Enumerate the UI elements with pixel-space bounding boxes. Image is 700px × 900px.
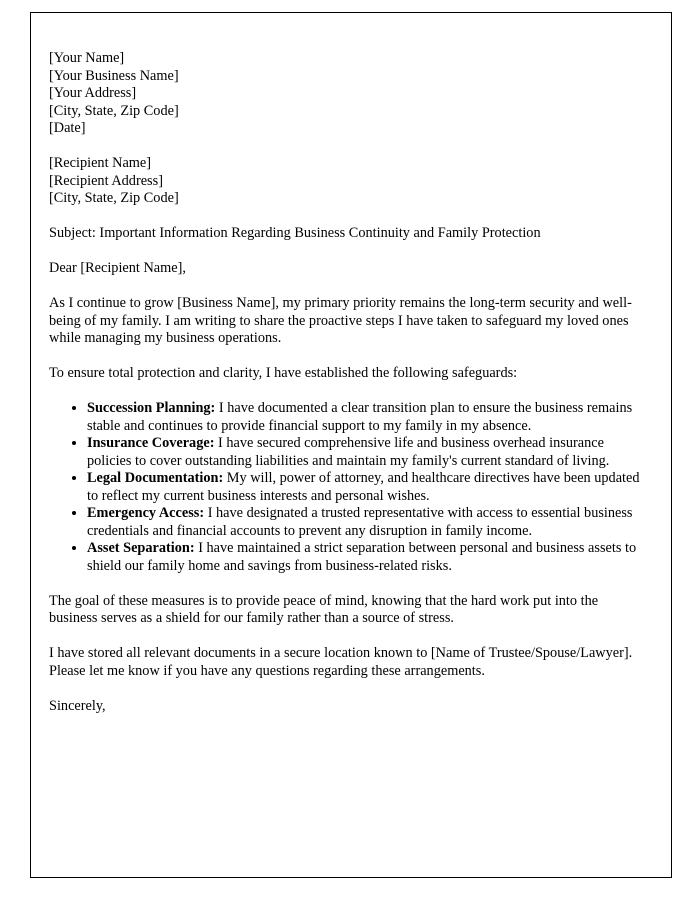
recipient-city-state-zip: [City, State, Zip Code]: [49, 190, 179, 206]
paragraph-lead-in: To ensure total protection and clarity, I have established the following safeguards:: [49, 365, 518, 381]
bullet-text: I have documented a clear transition plan to ensure the business remains stable and continues to provide financial support to my family in my absence.: [87, 400, 633, 434]
safeguards-list: [49, 400, 649, 575]
letter-date: [Date]: [49, 120, 86, 136]
sender-name: [Your Name]: [49, 50, 125, 66]
closing-signoff: Sincerely,: [49, 697, 106, 714]
bullet-label: Asset Separation:: [87, 540, 195, 556]
list-item: [87, 400, 649, 435]
sender-city-state-zip: [City, State, Zip Code]: [49, 102, 179, 119]
list-item: [87, 540, 649, 575]
bullet-label: Legal Documentation:: [87, 470, 224, 486]
paragraph-goal: The goal of these measures is to provide peace of mind, knowing that the hard work put into the business serves as a shield for our family rather than a source of stress.: [49, 592, 599, 626]
paragraph-intro: As I continue to grow [Business Name], my primary priority remains the long-term security and well-being of my family. I am writing to share the proactive steps I have taken to safeguard my loved ones while managing my business operations.: [49, 295, 632, 346]
letter-body: [49, 50, 649, 715]
bullet-text: I have secured comprehensive life and business overhead insurance policies to cover outstanding liabilities and maintain my family's current standard of living.: [87, 435, 610, 469]
salutation: Dear [Recipient Name],: [49, 260, 186, 276]
subject-line: Subject: Important Information Regarding Business Continuity and Family Protection: [49, 225, 541, 241]
bullet-label: Succession Planning:: [87, 400, 216, 416]
sender-address: [Your Address]: [49, 85, 137, 101]
bullet-text: My will, power of attorney, and healthcare directives have been updated to reflect my current business interests and personal wishes.: [87, 470, 640, 504]
recipient-name: [Recipient Name]: [49, 155, 152, 171]
recipient-block: [49, 155, 649, 208]
sender-block: [49, 50, 649, 138]
bullet-text: I have maintained a strict separation between personal and business assets to shield our family home and savings from business-related risks.: [87, 540, 637, 574]
bullet-text: I have designated a trusted representative with access to essential business credentials and financial accounts to prevent any disruption in family income.: [87, 505, 633, 539]
list-item: [87, 505, 649, 540]
bullet-label: Insurance Coverage:: [87, 435, 215, 451]
sender-business-name: [Your Business Name]: [49, 67, 179, 84]
paragraph-storage: I have stored all relevant documents in a secure location known to [Name of Trustee/Spouse/Lawyer]. Please let me know if you have any questions regarding these arrangements.: [49, 645, 633, 679]
recipient-address: [Recipient Address]: [49, 172, 163, 189]
bullet-label: Emergency Access:: [87, 505, 205, 521]
list-item: [87, 470, 649, 505]
list-item: [87, 435, 649, 470]
letter-frame: [30, 12, 672, 878]
